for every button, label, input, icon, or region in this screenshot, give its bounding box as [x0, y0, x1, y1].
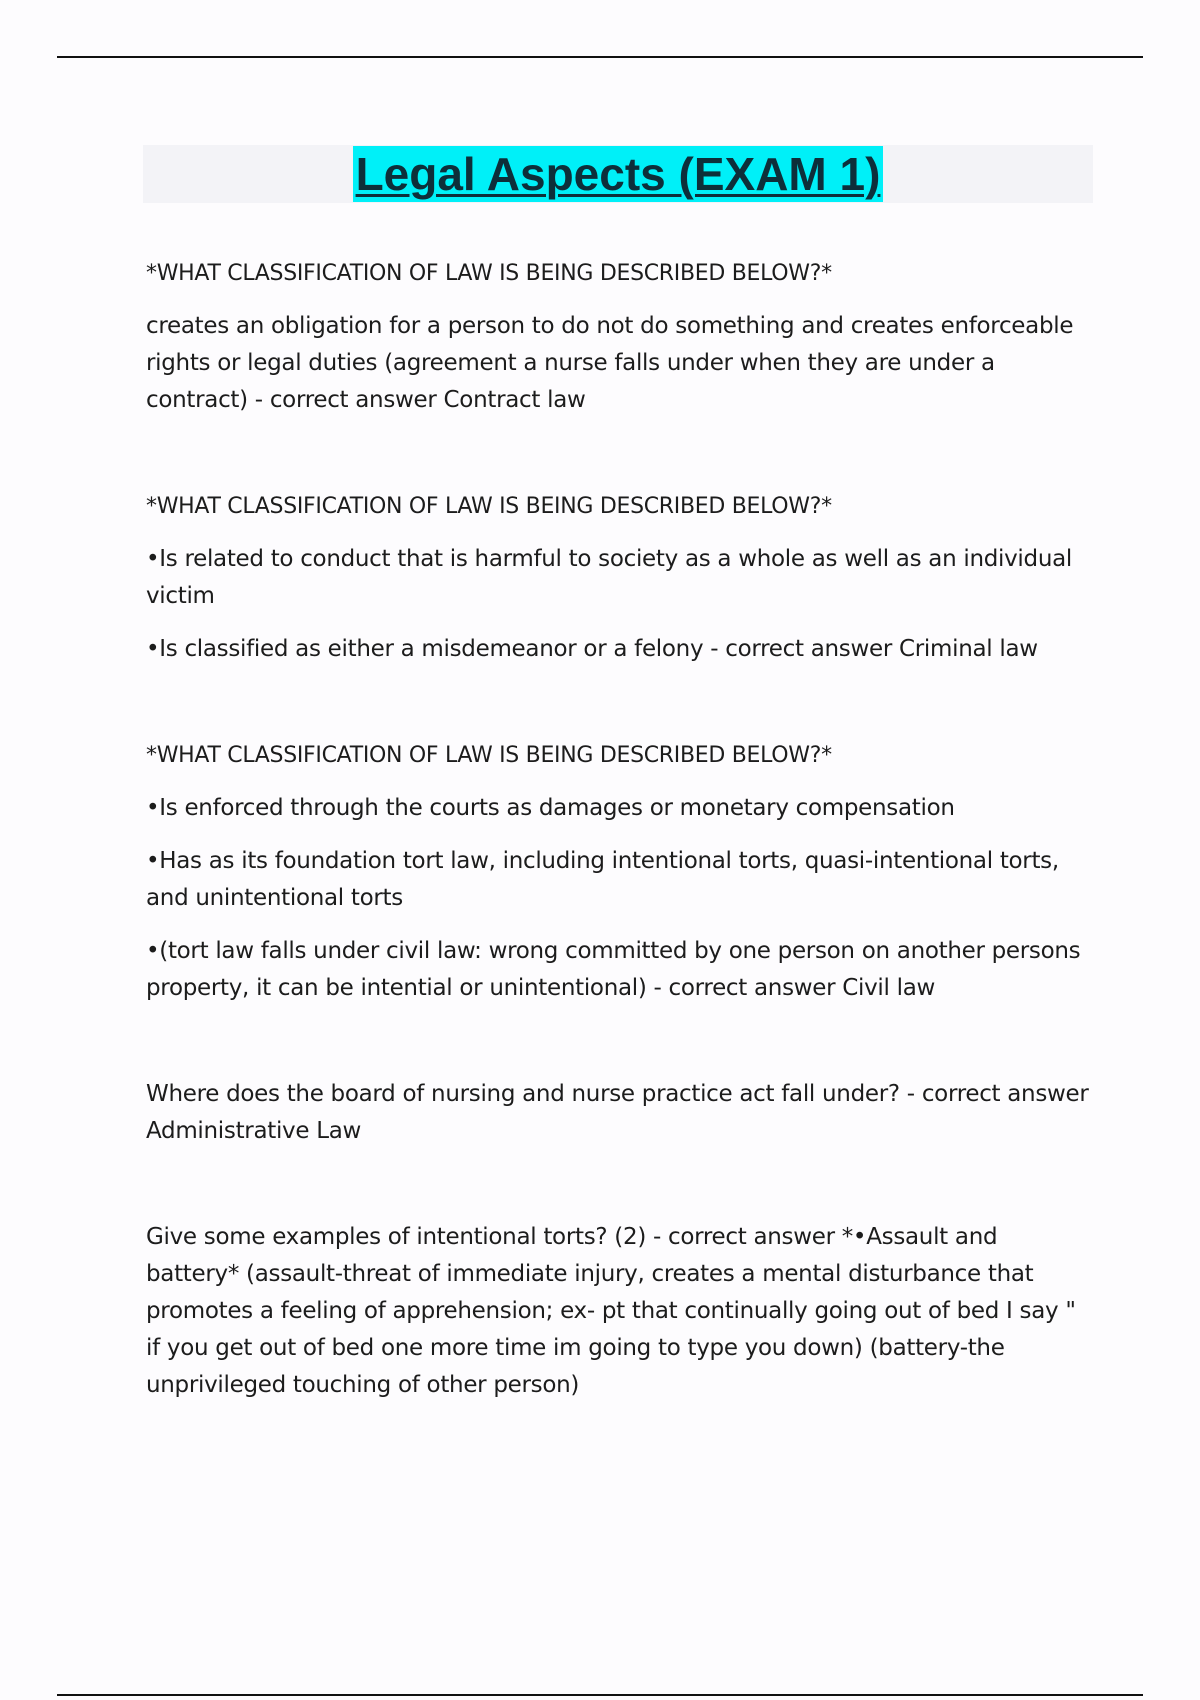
question-block-1 — [146, 255, 1096, 419]
answer-text: creates an obligation for a person to do not do something and creates enforceable rights or legal duties (agreement a nurse falls under when they are under a contract) - correct answer Contract law — [146, 313, 1074, 413]
question-block-2 — [146, 488, 1096, 668]
answer-text: Where does the board of nursing and nurse practice act fall under? - correct answer Administrative Law — [146, 1081, 1089, 1144]
answer-text: Give some examples of intentional torts? (2) - correct answer *•Assault and battery* (assault-threat of immediate injury, creates a mental disturbance that promotes a feeling of apprehension; ex- pt that continually going out of bed I say " if you get out of bed one more time im going to type you down) (battery-the unprivileged touching of other person) — [146, 1224, 1076, 1398]
question-heading: *WHAT CLASSIFICATION OF LAW IS BEING DESCRIBED BELOW?* — [146, 494, 832, 519]
bullet-text: •Is related to conduct that is harmful to society as a whole as well as an individual victim — [146, 546, 1072, 609]
question-heading: *WHAT CLASSIFICATION OF LAW IS BEING DESCRIBED BELOW?* — [146, 743, 832, 768]
answer-text: •(tort law falls under civil law: wrong committed by one person on another persons property, it can be intential or unintentional) - correct answer Civil law — [146, 938, 1081, 1001]
bottom-rule — [57, 1694, 1143, 1696]
bullet-text: •Is enforced through the courts as damages or monetary compensation — [146, 795, 955, 821]
bullet-text: •Has as its foundation tort law, including intentional torts, quasi-intentional torts, and unintentional torts — [146, 848, 1059, 911]
question-block-5 — [146, 1219, 1096, 1404]
document-body — [146, 255, 1096, 1473]
question-block-3 — [146, 737, 1096, 1007]
page-title: Legal Aspects (EXAM 1) — [353, 146, 884, 202]
top-rule — [57, 56, 1143, 58]
question-heading: *WHAT CLASSIFICATION OF LAW IS BEING DESCRIBED BELOW?* — [146, 261, 832, 286]
answer-text: •Is classified as either a misdemeanor or a felony - correct answer Criminal law — [146, 636, 1038, 662]
title-band — [143, 145, 1093, 203]
question-block-4 — [146, 1076, 1096, 1150]
